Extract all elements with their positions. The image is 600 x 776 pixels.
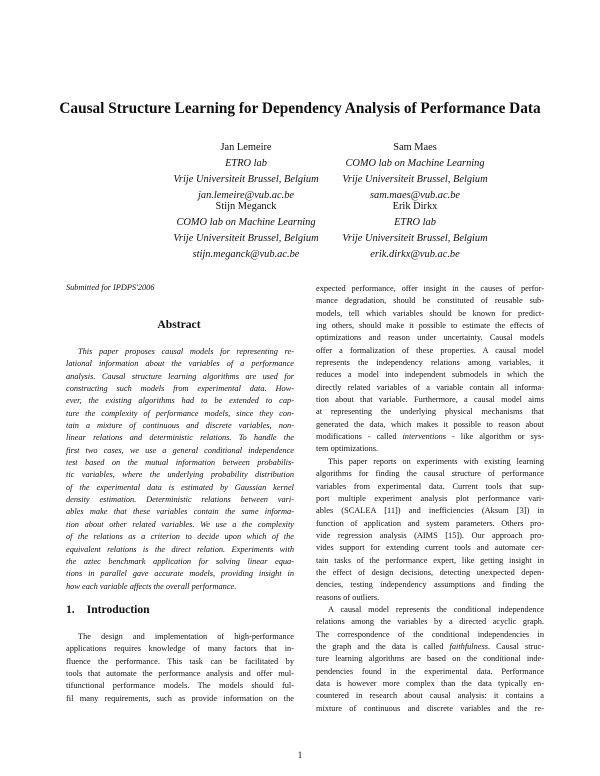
paper-title: Causal Structure Learning for Dependency Analysis of Performance Data xyxy=(59,100,541,117)
body-line: data is however more complex than the data typically en- xyxy=(316,679,544,688)
body-line: vides support for extending current tools and automate cer- xyxy=(316,543,544,553)
page-number: 1 xyxy=(297,751,303,761)
right-column-body xyxy=(316,283,544,715)
emphasis-faithfulness: faithfulness xyxy=(449,641,488,651)
body-line: at representing the underlying physical mechanisms that xyxy=(316,407,544,417)
body-line: The correspondence of the conditional independencies in xyxy=(316,629,544,639)
body-line: ture learning algorithms are based on the conditional inde- xyxy=(316,654,544,664)
section-title: Introduction xyxy=(86,603,150,616)
abstract-line: tion about other related variables. We use a the complexity xyxy=(66,519,294,529)
body-line: This paper reports on experiments with existing learning xyxy=(328,456,544,466)
body-line: pendencies found in the experimental data. Performance xyxy=(316,666,544,676)
author-institution: Vrije Universiteit Brussel, Belgium xyxy=(173,174,319,185)
author-email: jan.lemeire@vub.ac.be xyxy=(197,190,295,201)
abstract-line: ever, the existing algorithms had to be extended to cap- xyxy=(66,396,294,406)
body-line xyxy=(316,641,544,653)
abstract-line: the aztec benchmark application for solving linear equa- xyxy=(66,556,294,566)
body-line xyxy=(316,431,544,443)
intro-line: tifunctional performance models. The models should ful- xyxy=(66,681,294,691)
abstract-line: test based on the mutual information between probabilis- xyxy=(66,458,294,468)
author-institution: Vrije Universiteit Brussel, Belgium xyxy=(173,233,319,244)
body-line: models, tell which variables should be known for predict- xyxy=(316,308,544,318)
abstract-line: density estimation. Deterministic relations between vari- xyxy=(66,495,294,505)
intro-line: fluence the performance. This task can be facilitated by xyxy=(66,656,294,666)
body-line: port multiple experiment analysis plot performance vari- xyxy=(316,493,544,503)
abstract-line: This paper proposes causal models for representing re- xyxy=(78,347,294,356)
author-affiliation: ETRO lab xyxy=(225,158,267,169)
abstract-line: constructing such models from experimental data. How- xyxy=(66,384,294,394)
author-affiliation: COMO lab on Machine Learning xyxy=(345,158,485,169)
body-line: optimizations and reason under uncertainty. Causal models xyxy=(316,333,544,343)
author-name: Erik Dirkx xyxy=(392,201,438,212)
intro-line: The design and implementation of high-performance xyxy=(78,632,294,641)
author-email: stijn.meganck@vub.ac.be xyxy=(192,249,300,260)
abstract-line: of the experimental data is estimated by Gaussian kernel xyxy=(66,482,294,492)
body-line: reasons of outliers. xyxy=(316,592,380,602)
emphasis-interventions: interventions xyxy=(402,432,447,442)
abstract-line: tain a mixture of continuous and discrete variables, non- xyxy=(66,421,294,431)
abstract-line: tions in parallel gave accurate models, providing insight in xyxy=(66,569,294,579)
abstract-body xyxy=(66,346,294,593)
body-line: vide regression analysis (AIMS [15]). Our approach pro- xyxy=(316,530,544,540)
body-line: expected performance, offer insight in the causes of perfor- xyxy=(316,284,544,293)
body-line: function of application and system parameters. Others pro- xyxy=(316,518,544,528)
section-heading-introduction xyxy=(66,603,150,616)
abstract-line: analysis. Causal structure learning algorithms are used for xyxy=(66,371,294,381)
section-number: 1. xyxy=(66,603,75,616)
author-name: Jan Lemeire xyxy=(220,142,272,153)
body-line: represents the independency relations among variables, it xyxy=(316,358,544,368)
text-run: . Causal struc- xyxy=(488,641,544,651)
body-line: ing others, should make it possible to estimate the effects of xyxy=(316,321,544,331)
body-line: countered in research about causal analysis: it contains a xyxy=(316,691,544,701)
body-line: offer a formalization of these properties. A causal model xyxy=(316,345,544,355)
author-affiliation: ETRO lab xyxy=(394,217,436,228)
body-line: dencies, testing independency assumptions and finding the xyxy=(316,580,544,590)
body-line: directly related variables of a variable contain all informa- xyxy=(316,382,544,392)
intro-line: tools that automate the performance analysis and offer mul- xyxy=(66,669,294,679)
body-line: variables from experimental data. Current tools that sup- xyxy=(316,481,544,491)
body-line: generated the data, which makes it possible to reason about xyxy=(316,419,544,429)
body-line: reduces a model into independent submodels in which the xyxy=(316,370,544,380)
body-line: the effect of design decisions, detecting unexpected depen- xyxy=(316,567,544,577)
introduction-body xyxy=(66,631,294,705)
abstract-heading: Abstract xyxy=(157,318,201,331)
body-line: tion about that variable. Furthermore, a causal model aims xyxy=(316,395,544,405)
abstract-line: equivalent relations is the direct relation. Experiments with xyxy=(66,544,294,554)
body-line: tem optimizations. xyxy=(316,444,379,454)
author-email: erik.dirkx@vub.ac.be xyxy=(370,249,460,260)
author-institution: Vrije Universiteit Brussel, Belgium xyxy=(342,233,488,244)
body-line: mance degradation, should be constituted of reusable sub- xyxy=(316,296,544,306)
abstract-line: tic variables, where the underlying probability distribution xyxy=(66,470,294,480)
author-institution: Vrije Universiteit Brussel, Belgium xyxy=(342,174,488,185)
abstract-line: of the relations as a criterion to decide upon which of the xyxy=(66,532,294,542)
body-line: ables (SCALEA [11]) and inefficiencies (Aksum [3]) in xyxy=(316,506,544,516)
body-line: relations among the variables by a directed acyclic graph. xyxy=(316,617,544,627)
intro-line: fil many requirements, such as provide information on the xyxy=(66,693,294,703)
body-line: mixture of continuous and discrete variables and the re- xyxy=(316,703,544,713)
text-run: - like algorithm or sys- xyxy=(446,432,544,442)
abstract-line: ture the complexity of performance models, since they con- xyxy=(66,408,294,418)
abstract-line: ables make that these variables contain the same informa- xyxy=(66,507,294,517)
submission-note: Submitted for IPDPS'2006 xyxy=(66,283,155,292)
abstract-line: linear relations and deterministic relations. To handle the xyxy=(66,433,294,443)
author-name: Sam Maes xyxy=(393,142,437,153)
author-email: sam.maes@vub.ac.be xyxy=(369,190,461,201)
abstract-line: how each variable affects the overall performance. xyxy=(66,581,237,591)
body-line: algorithms for finding the causal structure of performance xyxy=(316,469,544,479)
text-run: modifications - called xyxy=(316,432,403,442)
author-block-maes xyxy=(300,140,530,204)
abstract-line: first two cases, we use a general conditional independence xyxy=(66,445,294,455)
body-line: A causal model represents the conditional independence xyxy=(328,604,544,614)
author-affiliation: COMO lab on Machine Learning xyxy=(176,217,316,228)
body-line: tain tasks of the performance expert, like getting insight in xyxy=(316,555,544,565)
text-run: the graph and the data is called xyxy=(316,641,450,651)
author-block-dirkx xyxy=(300,199,530,263)
intro-line: applications requires knowledge of many factors that in- xyxy=(66,644,294,654)
abstract-line: lational information about the variables of a performance xyxy=(66,359,294,369)
author-name: Stijn Meganck xyxy=(215,201,277,212)
